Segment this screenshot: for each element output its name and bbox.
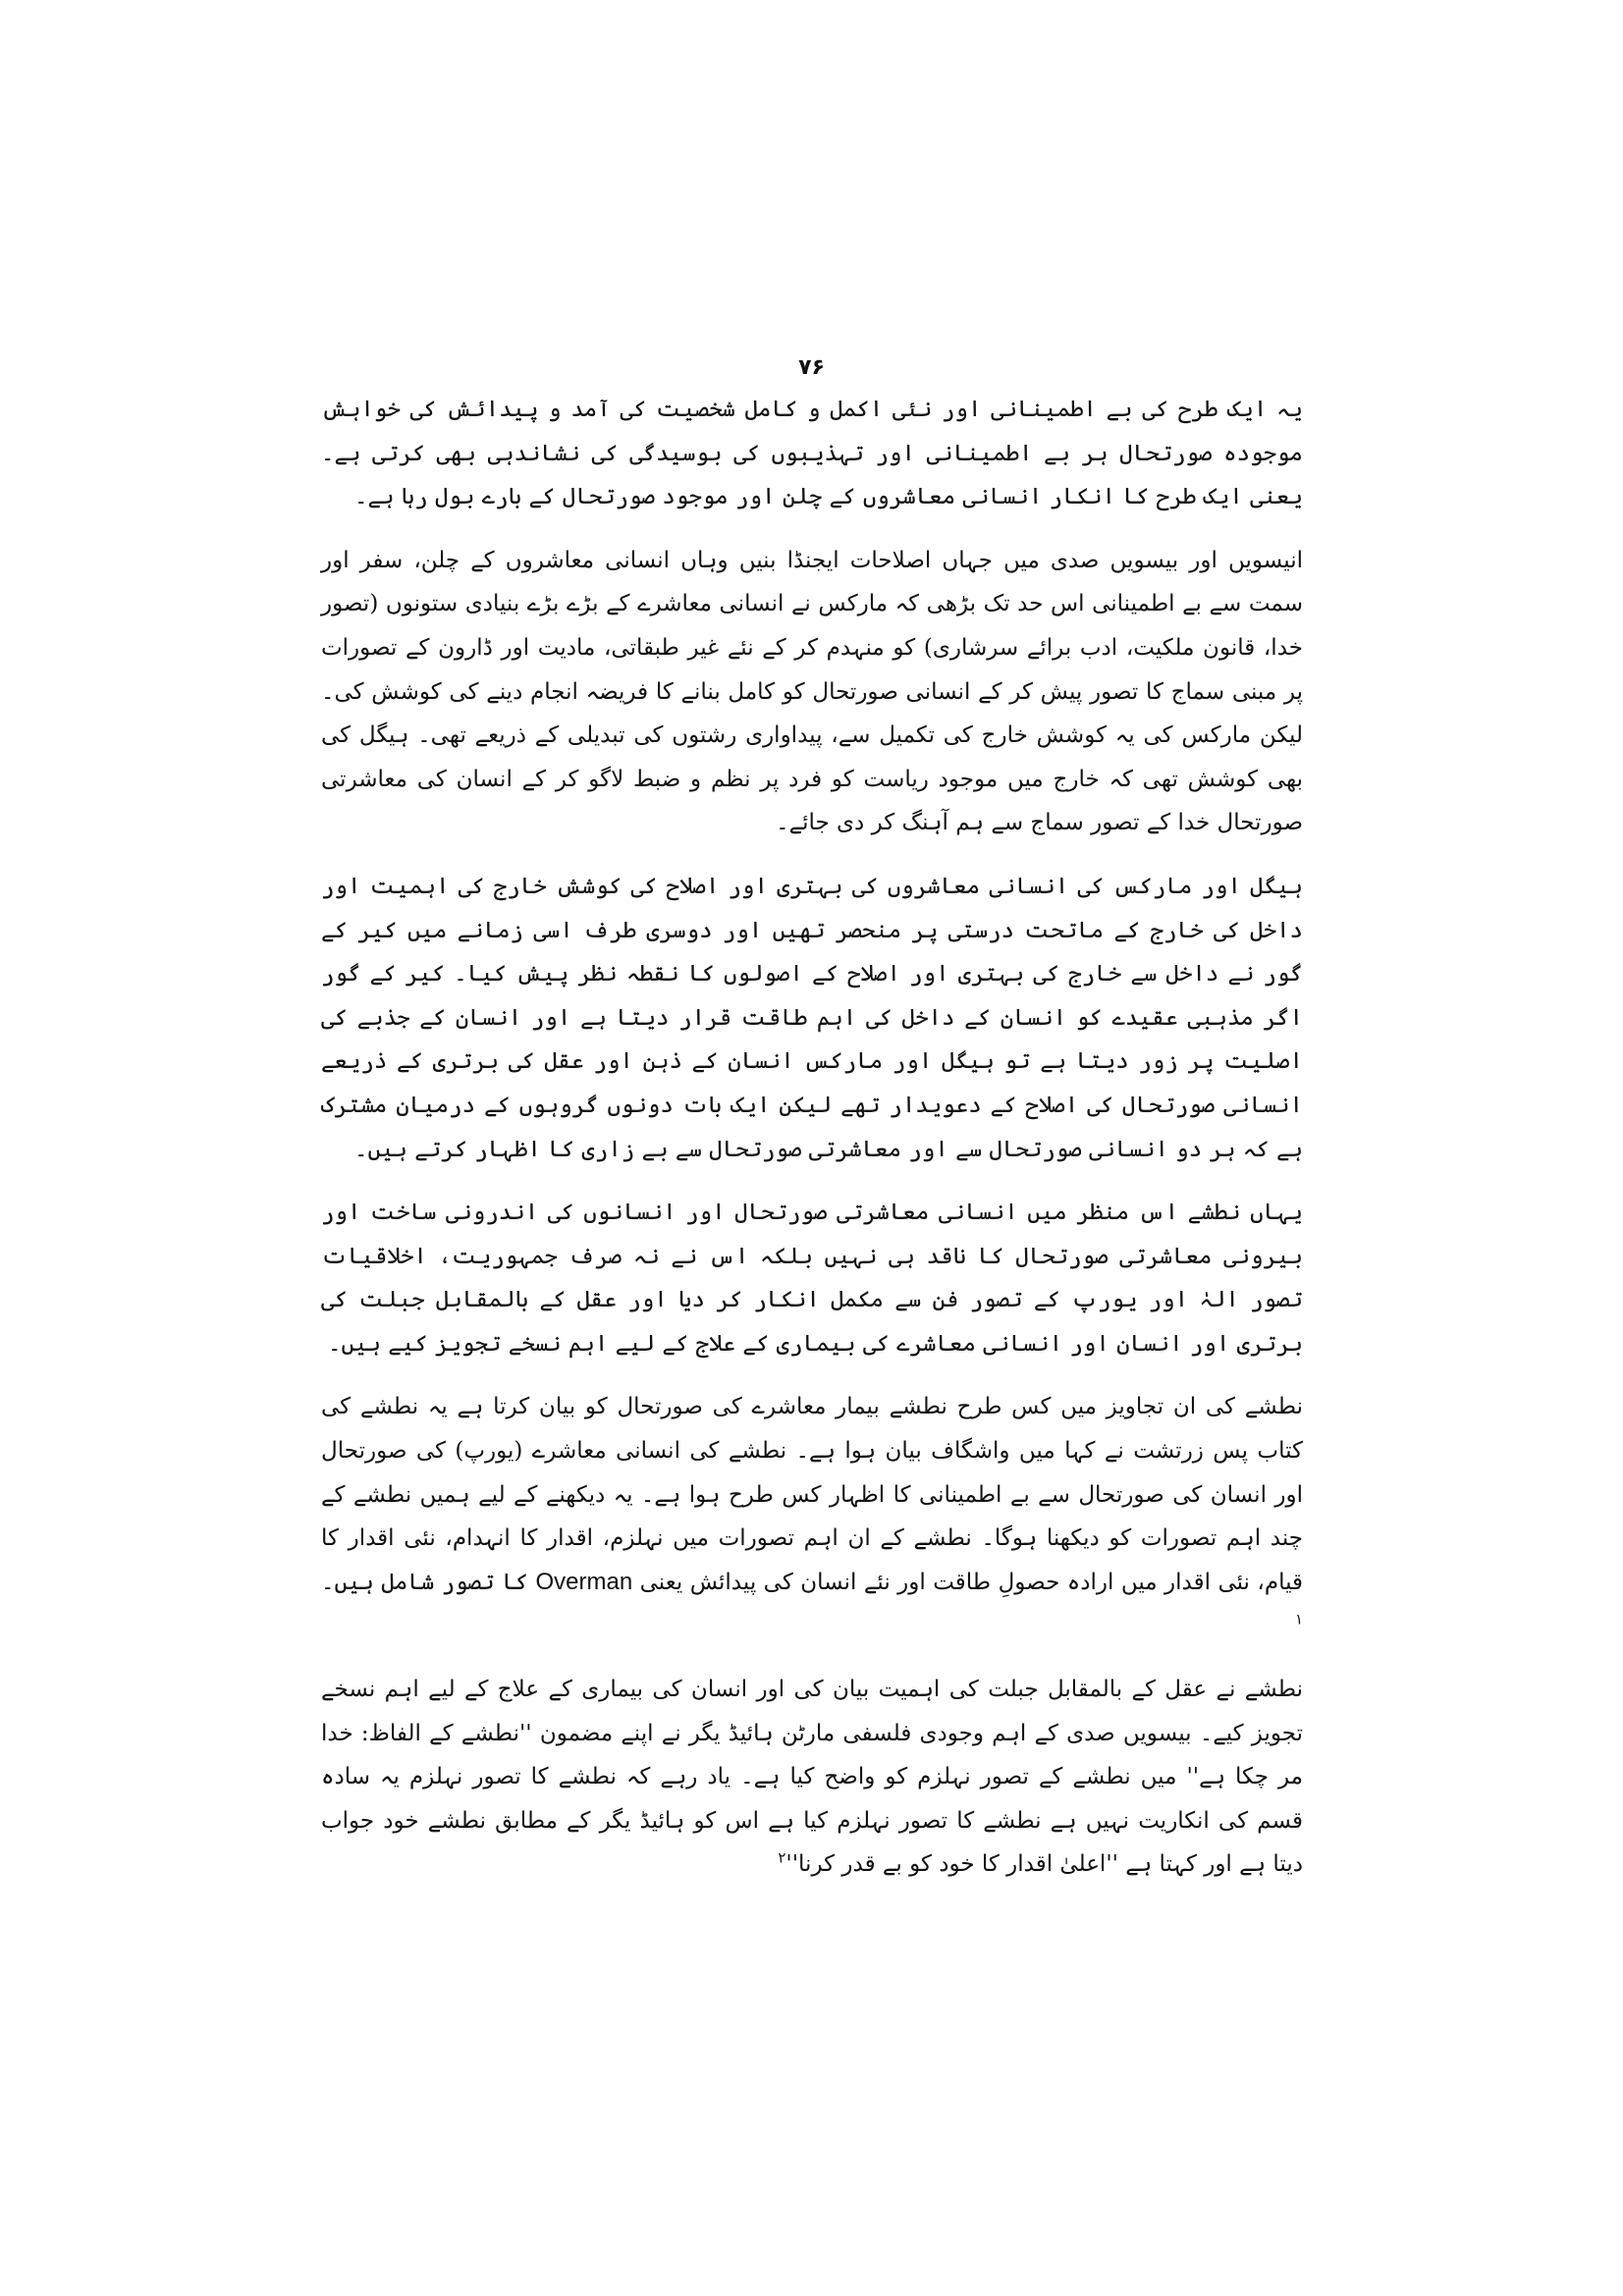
footnote-marker-2[interactable]: ۲ [778, 1848, 786, 1867]
overman-term: Overman [535, 1568, 633, 1595]
paragraph-2: انیسویں اور بیسویں صدی میں جہاں اصلاحات ایجنڈا بنیں وہاں انسانی معاشروں کے چلن، سفر اور سمت سے بے اطمینانی اس حد تک بڑھی کہ مارکس نے انسانی معاشرے کے بڑے بڑے بنیادی ستونوں (تصور خدا، قانون ملکیت، ادب برائے سرشاری) کو منہدم کر کے نئے غیر طبقاتی، مادیت اور ڈارون کے تصورات پر مبنی سماج کا تصور پیش کر کے انسانی صورتحال کو کامل بنانے کا فریضہ انجام دینے کی کوشش کی۔ لیکن مارکس کی یہ کوشش خارج کی تکمیل سے، پیداواری رشتوں کی تبدیلی کے ذریعے تھی۔ ہیگل کی بھی کوشش تھی کہ خارج میں موجود ریاست کو فرد پر نظم و ضبط لاگو کر کے انسان کی معاشرتی صورتحال خدا کے تصور سماج سے ہم آہنگ کر دی جائے۔ [321, 547, 1303, 836]
paragraph-6 [321, 1668, 1303, 1887]
paragraph-5-text: نطشے کی ان تجاویز میں کس طرح نطشے بیمار معاشرے کی صورتحال کو بیان کرتا ہے یہ نطشے کی کتاب پس زرتشت نے کہا میں واشگاف بیان ہوا ہے۔ نطشے کی انسانی معاشرے (یورپ) کی صورتحال اور انسان کی صورتحال سے بے اطمینانی کا اظہار کس طرح ہوا ہے۔ یہ دیکھنے کے لیے ہمیں نطشے کے چند اہم تصورات کو دیکھنا ہوگا۔ نطشے کے ان اہم تصورات میں نہلزم، اقدار کا انہدام، نئی اقدار کا قیام، نئی اقدار میں ارادہ حصولِ طاقت اور نئے انسان کی پیدائش یعنی [321, 1394, 1304, 1595]
page-number: ۷۶ [798, 355, 825, 380]
paragraph-5 [321, 1385, 1303, 1648]
paragraph-6-text: نطشے نے عقل کے بالمقابل جبلت کی اہمیت بیان کی اور انسان کی بیماری کے علاج کے لیے اہم نسخے تجویز کیے۔ بیسویں صدی کے اہم وجودی فلسفی مارٹن ہائیڈ یگر نے اپنے مضمون ''نطشے کے الفاظ: خدا مر چکا ہے'' میں نطشے کے تصور نہلزم کو واضح کیا ہے۔ یاد رہے کہ نطشے کا تصور نہلزم یہ سادہ قسم کی انکاریت نہیں ہے نطشے کا تصور نہلزم کیا ہے اس کو ہائیڈ یگر کے مطابق نطشے خود جواب دیتا ہے اور کہتا ہے ''اعلیٰ اقدار کا خود کو بے قدر کرنا'' [321, 1677, 1303, 1878]
footnote-marker-1[interactable]: ۱ [1294, 1610, 1303, 1629]
paragraph-1: یہ ایک طرح کی بے اطمینانی اور نئی اکمل و کامل شخصیت کی آمد و پیدائش کی خواہش موجودہ صورتحال ہر بے اطمینانی اور تہذیبوں کی بوسیدگی کی نشاندہی بھی کرتی ہے۔ یعنی ایک طرح کا انکار انسانی معاشروں کے چلن اور موجود صورتحال کے بارے بول رہا ہے۔ [321, 397, 1303, 510]
paragraph-3: ہیگل اور مارکس کی انسانی معاشروں کی بہتری اور اصلاح کی کوشش خارج کی اہمیت اور داخل کی خارج کے ماتحت درستی پر منحصر تھیں اور دوسری طرف اسی زمانے میں کیر کے گور نے داخل سے خارج کی بہتری اور اصلاح کے اصولوں کا نقطہ نظر پیش کیا۔ کیر کے گور اگر مذہبی عقیدے کو انسان کے داخل کی اہم طاقت قرار دیتا ہے اور انسان کے جذبے کی اصلیت پر زور دیتا ہے تو ہیگل اور مارکس انسان کے ذہن اور عقل کی برتری کے ذریعے انسانی صورتحال کی اصلاح کے دعویدار تھے لیکن ایک بات دونوں گروہوں کے درمیان مشترک ہے کہ ہر دو انسانی صورتحال سے اور معاشرتی صورتحال سے بے زاری کا اظہار کرتے ہیں۔ [321, 873, 1303, 1162]
body-text [321, 388, 1303, 1906]
paragraph-5-tail: کا تصور شامل ہیں۔ [321, 1569, 529, 1595]
paragraph-4: یہاں نطشے اس منظر میں انسانی معاشرتی صورتحال اور انسانوں کی اندرونی ساخت اور بیرونی معاشرتی صورتحال کا ناقد ہی نہیں بلکہ اس نے نہ صرف جمہوریت، اخلاقیات تصور الہٰ اور یورپ کے تصور فن سے مکمل انکار کر دیا اور عقل کے بالمقابل جبلت کی برتری اور انسان اور انسانی معاشرے کی بیماری کے علاج کے لیے اہم نسخے تجویز کیے ہیں۔ [321, 1200, 1303, 1357]
